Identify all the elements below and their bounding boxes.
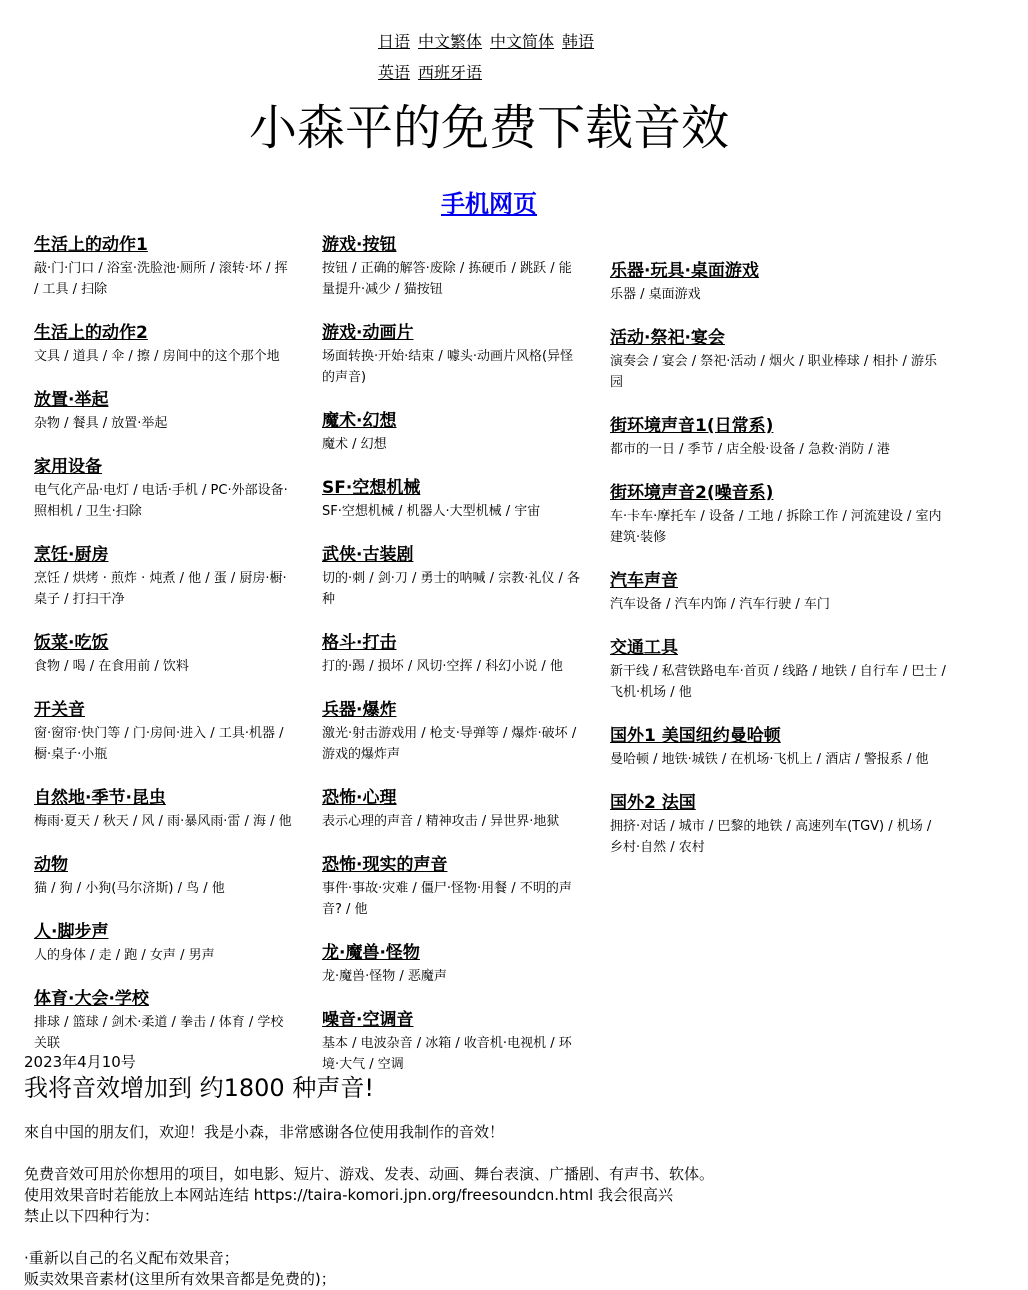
category-block — [34, 986, 296, 1054]
category-description: 基本 / 电波杂音 / 冰箱 / 收音机·电视机 / 环境·大气 / 空调 — [322, 1036, 572, 1072]
category-link[interactable]: 街环境声音1(日常系) — [610, 416, 774, 436]
category-block — [322, 852, 584, 920]
category-description: 打的·踢 / 损坏 / 风切·空挥 / 科幻小说 / 他 — [322, 659, 563, 674]
category-block — [34, 542, 296, 610]
category-block — [610, 480, 946, 548]
category-link[interactable]: 家用设备 — [34, 457, 102, 477]
category-description: 食物 / 喝 / 在食用前 / 饮料 — [34, 659, 189, 674]
lang-link-english[interactable]: 英语 — [378, 63, 411, 82]
category-link[interactable]: 放置·举起 — [34, 390, 109, 410]
category-block — [610, 258, 946, 305]
category-link[interactable]: 生活上的动作2 — [34, 323, 148, 343]
category-link[interactable]: 体育·大会·学校 — [34, 989, 149, 1009]
lang-link-spanish[interactable]: 西班牙语 — [418, 63, 483, 82]
category-link[interactable]: 噪音·空调音 — [322, 1010, 414, 1030]
category-description: 龙·魔兽·怪物 / 恶魔声 — [322, 969, 447, 984]
category-link[interactable]: 交通工具 — [610, 638, 678, 658]
language-nav — [378, 26, 602, 88]
category-block — [610, 413, 946, 460]
category-link[interactable]: 格斗·打击 — [322, 633, 397, 653]
category-block — [322, 542, 584, 610]
category-link[interactable]: 恐怖·心理 — [322, 788, 397, 808]
category-description: 排球 / 篮球 / 剑术·柔道 / 拳击 / 体育 / 学校关联 — [34, 1015, 284, 1051]
news-headline: 我将音效增加到 约1800 种声音! — [24, 1074, 374, 1102]
category-description: 窗·窗帘·快门等 / 门·房间·进入 / 工具·机器 / 橱·桌子·小瓶 — [34, 726, 284, 762]
category-link[interactable]: 开关音 — [34, 700, 85, 720]
news-section — [24, 1052, 1004, 1290]
category-link[interactable]: 游戏·动画片 — [322, 323, 414, 343]
category-block — [322, 232, 584, 300]
category-description: SF·空想机械 / 机器人·大型机械 / 宇宙 — [322, 504, 541, 519]
category-description: 场面转换·开始·结束 / 噱头·动画片风格(异怪的声音) — [322, 349, 574, 385]
language-row — [378, 26, 602, 57]
rule-item: ·重新以自己的名义配布效果音； — [24, 1249, 239, 1267]
category-description: 表示心理的声音 / 精神攻击 / 异世界·地狱 — [322, 814, 560, 829]
category-link[interactable]: 人·脚步声 — [34, 922, 109, 942]
category-block — [610, 723, 946, 770]
category-block — [34, 320, 296, 367]
category-block — [610, 790, 946, 858]
category-link[interactable]: 生活上的动作1 — [34, 235, 148, 255]
category-column-3 — [610, 258, 946, 878]
category-description: 敲·门·门口 / 浴室·洗脸池·厕所 / 滚转·坏 / 挥 / 工具 / 扫除 — [34, 261, 288, 297]
link-note-text: 使用效果音时若能放上本网站连结 https://taira-komori.jpn.org/freesoundcn.html 我会很高兴 — [24, 1186, 673, 1204]
category-block — [34, 387, 296, 434]
category-link[interactable]: 恐怖·现实的声音 — [322, 855, 448, 875]
category-description: 电气化产品·电灯 / 电话·手机 / PC·外部设备·照相机 / 卫生·扫除 — [34, 483, 288, 519]
category-link[interactable]: SF·空想机械 — [322, 478, 421, 498]
lang-link-korean[interactable]: 韩语 — [562, 32, 595, 51]
category-description: 按钮 / 正确的解答·废除 / 拣硬币 / 跳跃 / 能量提升·减少 / 猫按钮 — [322, 261, 572, 297]
category-block — [610, 325, 946, 393]
category-block — [322, 630, 584, 677]
category-description: 拥挤·对话 / 城市 / 巴黎的地铁 / 高速列车(TGV) / 机场 / 乡村·自然 / 农村 — [610, 819, 932, 855]
lang-link-traditional-chinese[interactable]: 中文繁体 — [418, 32, 483, 51]
category-description: 梅雨·夏天 / 秋天 / 风 / 雨·暴风雨·雷 / 海 / 他 — [34, 814, 292, 829]
lang-link-japanese[interactable]: 日语 — [378, 32, 411, 51]
category-block — [322, 785, 584, 832]
category-link[interactable]: 街环境声音2(噪音系) — [610, 483, 774, 503]
category-column-1 — [34, 232, 296, 1074]
category-link[interactable]: 魔术·幻想 — [322, 411, 397, 431]
category-description: 人的身体 / 走 / 跑 / 女声 / 男声 — [34, 948, 215, 963]
category-link[interactable]: 动物 — [34, 855, 68, 875]
category-description: 汽车设备 / 汽车内饰 / 汽车行驶 / 车门 — [610, 597, 830, 612]
category-description: 新干线 / 私营铁路电车·首页 / 线路 / 地铁 / 自行车 / 巴士 / 飞机·机场 / 他 — [610, 664, 946, 700]
category-block — [322, 320, 584, 388]
category-link[interactable]: 兵器·爆炸 — [322, 700, 397, 720]
category-description: 乐器 / 桌面游戏 — [610, 287, 701, 302]
category-link[interactable]: 烹饪·厨房 — [34, 545, 109, 565]
category-block — [34, 697, 296, 765]
category-description: 演奏会 / 宴会 / 祭祀·活动 / 烟火 / 职业棒球 / 相扑 / 游乐园 — [610, 354, 937, 390]
category-link[interactable]: 自然地·季节·昆虫 — [34, 788, 166, 808]
category-block — [34, 232, 296, 300]
category-description: 都市的一日 / 季节 / 店全般·设备 / 急救·消防 / 港 — [610, 442, 890, 457]
welcome-text: 來自中国的朋友们，欢迎！我是小森，非常感谢各位使用我制作的音效！ — [24, 1123, 505, 1141]
mobile-page-link-wrap — [0, 184, 978, 219]
prohibit-intro-text: 禁止以下四种行为： — [24, 1207, 160, 1225]
category-description: 事件·事故·灾难 / 僵尸·怪物·用餐 / 不明的声音? / 他 — [322, 881, 572, 917]
language-row — [378, 57, 602, 88]
category-block — [34, 454, 296, 522]
category-column-2 — [322, 232, 584, 1095]
category-block — [322, 697, 584, 765]
category-link[interactable]: 龙·魔兽·怪物 — [322, 943, 420, 963]
category-description: 文具 / 道具 / 伞 / 擦 / 房间中的这个那个地 — [34, 349, 280, 364]
category-link[interactable]: 饭菜·吃饭 — [34, 633, 109, 653]
category-description: 猫 / 狗 / 小狗(马尔济斯) / 鸟 / 他 — [34, 881, 225, 896]
category-link[interactable]: 乐器·玩具·桌面游戏 — [610, 261, 759, 281]
category-block — [34, 630, 296, 677]
category-description: 烹饪 / 烘烤 · 煎炸 · 炖煮 / 他 / 蛋 / 厨房·橱·桌子 / 打扫干净 — [34, 571, 287, 607]
category-description: 车·卡车·摩托车 / 设备 / 工地 / 拆除工作 / 河流建设 / 室内建筑·装修 — [610, 509, 942, 545]
category-block — [34, 785, 296, 832]
category-link[interactable]: 活动·祭祀·宴会 — [610, 328, 725, 348]
category-link[interactable]: 国外2 法国 — [610, 793, 696, 813]
category-block — [322, 940, 584, 987]
category-block — [322, 408, 584, 455]
category-block — [34, 852, 296, 899]
category-link[interactable]: 游戏·按钮 — [322, 235, 397, 255]
category-block — [610, 635, 946, 703]
category-link[interactable]: 汽车声音 — [610, 571, 678, 591]
category-link[interactable]: 武侠·古装剧 — [322, 545, 414, 565]
category-block — [34, 919, 296, 966]
news-date: 2023年4月10号 — [24, 1053, 136, 1071]
category-description: 切的·刺 / 剑·刀 / 勇士的呐喊 / 宗教·礼仪 / 各种 — [322, 571, 580, 607]
rule-item: 贩卖效果音素材(这里所有效果音都是免费的)； — [24, 1270, 336, 1288]
category-description: 激光·射击游戏用 / 枪支·导弹等 / 爆炸·破坏 / 游戏的爆炸声 — [322, 726, 577, 762]
category-block — [610, 568, 946, 615]
category-link[interactable]: 国外1 美国纽约曼哈顿 — [610, 726, 781, 746]
category-description: 魔术 / 幻想 — [322, 437, 387, 452]
category-description: 杂物 / 餐具 / 放置·举起 — [34, 416, 168, 431]
usage-text: 免费音效可用於你想用的项目，如电影、短片、游戏、发表、动画、舞台表演、广播剧、有声书、软体。 — [24, 1165, 715, 1183]
lang-link-simplified-chinese[interactable]: 中文简体 — [490, 32, 555, 51]
category-description: 曼哈顿 / 地铁·城铁 / 在机场·飞机上 / 酒店 / 警报系 / 他 — [610, 752, 929, 767]
site-title: 小森平的免费下载音效 — [248, 100, 729, 156]
category-block — [322, 475, 584, 522]
mobile-page-link[interactable]: 手机网页 — [441, 190, 537, 218]
